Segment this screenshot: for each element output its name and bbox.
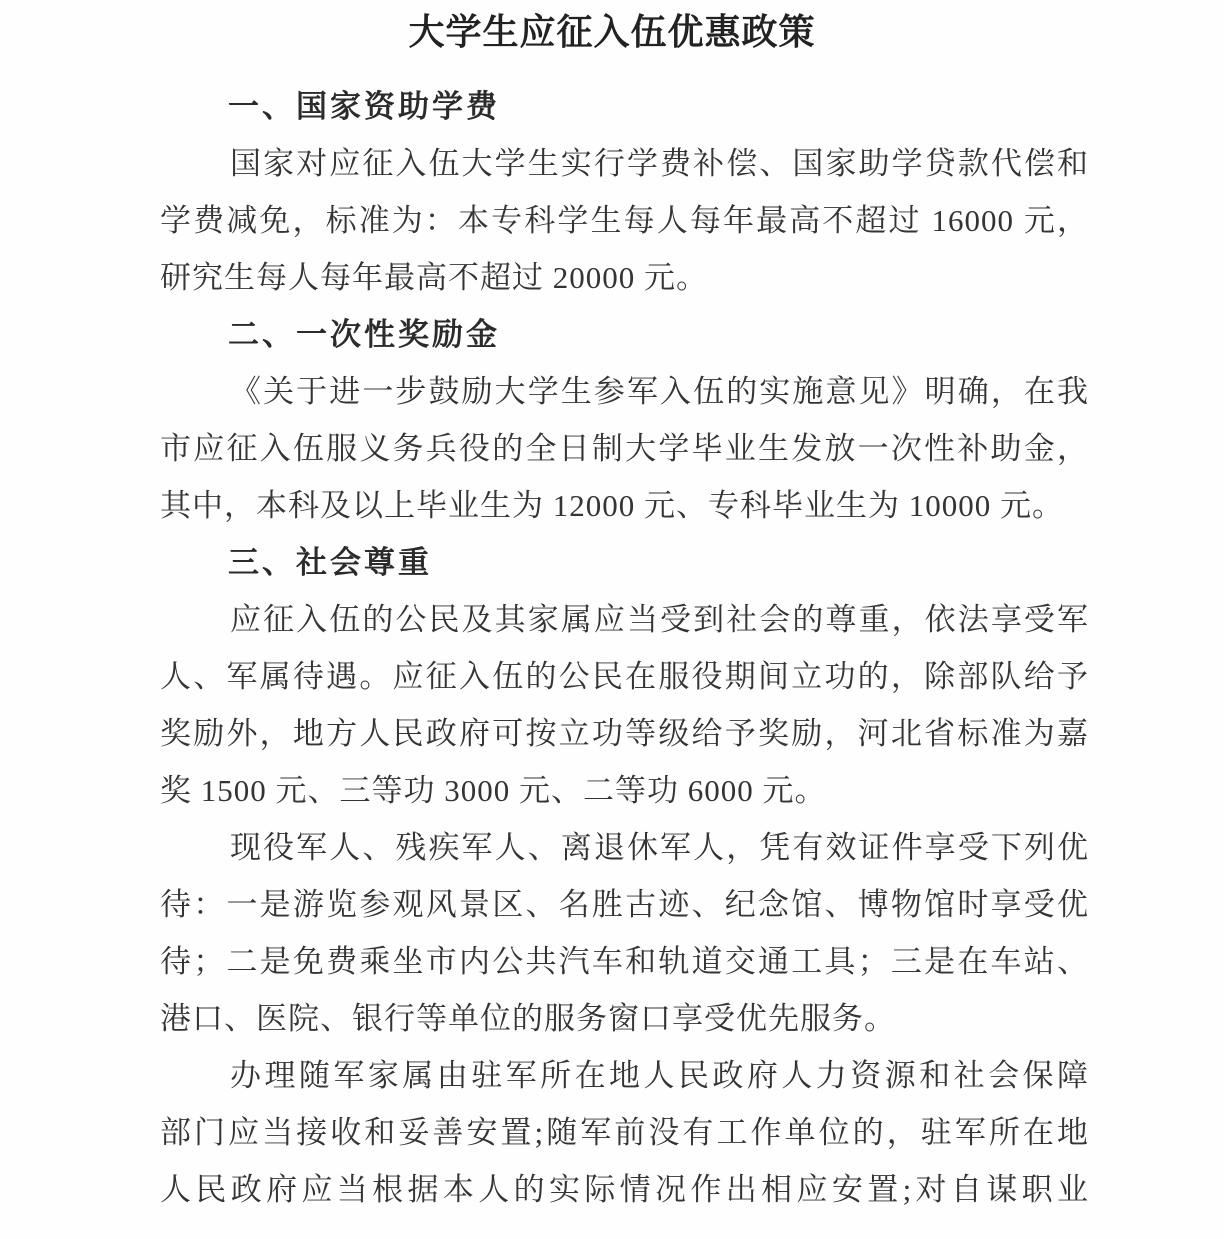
text-line: 办理随军家属由驻军所在地人民政府人力资源和社会保障 bbox=[230, 1058, 1089, 1093]
text-line: 奖励外，地方人民政府可按立功等级给予奖励，河北省标准为嘉 bbox=[160, 716, 1089, 751]
section-heading-2: 二、一次性奖励金 bbox=[228, 317, 500, 352]
paragraph bbox=[160, 1047, 1089, 1218]
text-line: 人、军属待遇。应征入伍的公民在服役期间立功的，除部队给予 bbox=[160, 659, 1089, 694]
text-line: 应征入伍的公民及其家属应当受到社会的尊重，依法享受军 bbox=[230, 602, 1089, 637]
text-line: 研究生每人每年最高不超过 20000 元。 bbox=[160, 260, 708, 295]
text-line: 部门应当接收和妥善安置;随军前没有工作单位的，驻军所在地 bbox=[160, 1115, 1089, 1150]
paragraph bbox=[160, 819, 1089, 1047]
paragraph bbox=[160, 135, 1089, 306]
text-line: 国家对应征入伍大学生实行学费补偿、国家助学贷款代偿和 bbox=[230, 146, 1089, 181]
section-heading-3: 三、社会尊重 bbox=[228, 545, 432, 580]
text-line: 现役军人、残疾军人、离退休军人，凭有效证件享受下列优 bbox=[230, 830, 1089, 865]
paragraph bbox=[160, 591, 1089, 819]
text-line: 其中，本科及以上毕业生为 12000 元、专科毕业生为 10000 元。 bbox=[160, 488, 1064, 523]
text-line: 港口、医院、银行等单位的服务窗口享受优先服务。 bbox=[160, 1001, 896, 1036]
section-heading-1: 一、国家资助学费 bbox=[228, 89, 500, 124]
document-body bbox=[160, 78, 1089, 1218]
text-line: 奖 1500 元、三等功 3000 元、二等功 6000 元。 bbox=[160, 773, 827, 808]
text-line: 学费减免，标准为：本专科学生每人每年最高不超过 16000 元， bbox=[160, 203, 1089, 238]
text-line: 人民政府应当根据本人的实际情况作出相应安置;对自谋职业 bbox=[160, 1172, 1089, 1207]
text-line: 待：一是游览参观风景区、名胜古迹、纪念馆、博物馆时享受优 bbox=[160, 887, 1089, 922]
text-line: 待；二是免费乘坐市内公共汽车和轨道交通工具；三是在车站、 bbox=[160, 944, 1089, 979]
text-line: 市应征入伍服义务兵役的全日制大学毕业生发放一次性补助金， bbox=[160, 431, 1089, 466]
text-line: 《关于进一步鼓励大学生参军入伍的实施意见》明确，在我 bbox=[230, 374, 1089, 409]
document-title: 大学生应征入伍优惠政策 bbox=[408, 12, 816, 52]
paragraph bbox=[160, 363, 1089, 534]
